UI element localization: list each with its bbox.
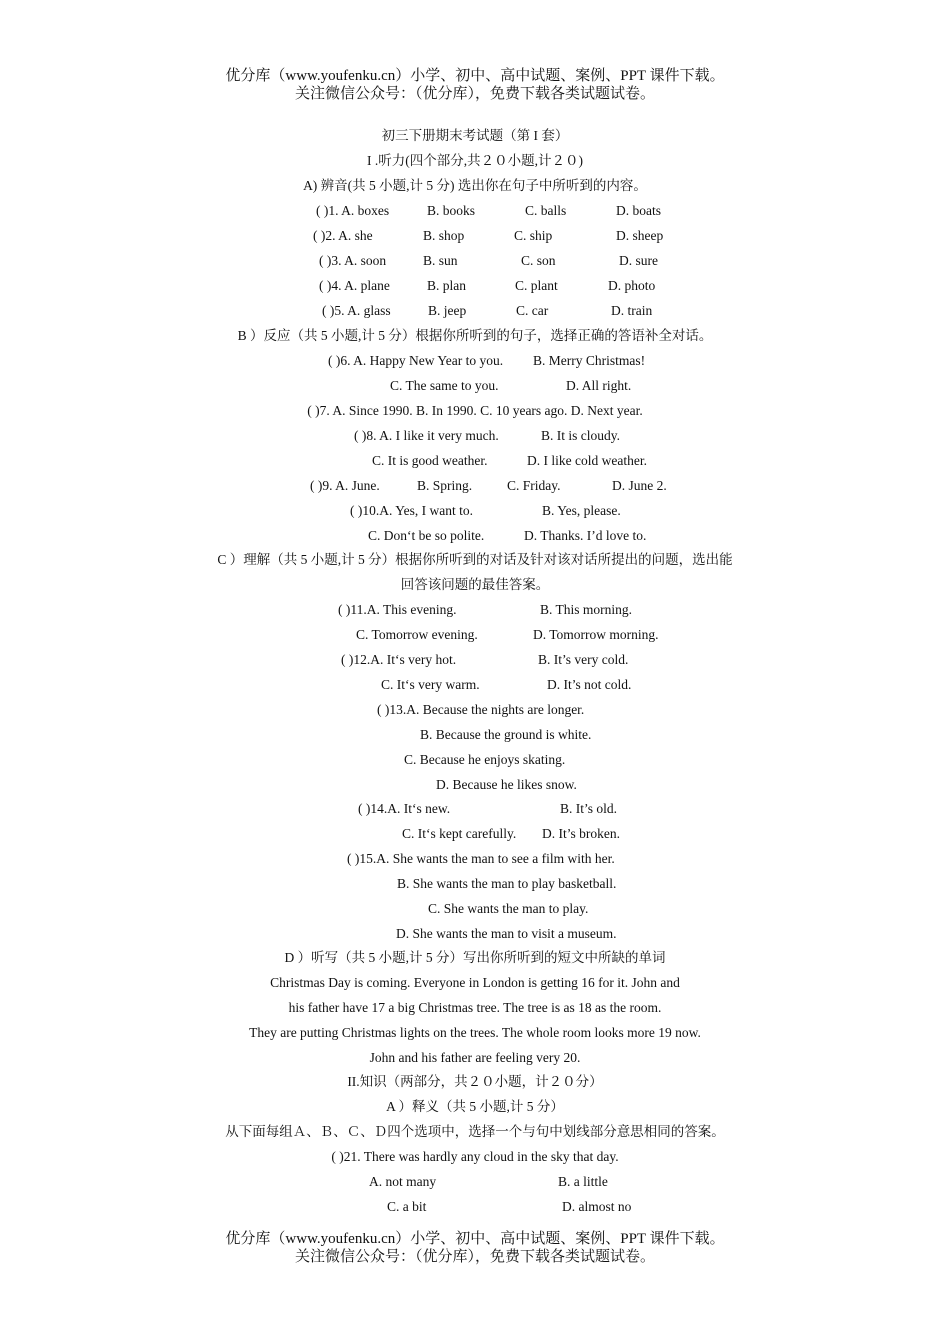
q12-option-d: D. It’s not cold. bbox=[547, 677, 632, 692]
dictation-line-3: They are putting Christmas lights on the trees. The whole room looks more 19 now. bbox=[249, 1025, 701, 1040]
q3-option-b: B. sun bbox=[423, 253, 458, 268]
sectionC-heading-1: C ）理解（共 5 小题,计 5 分）根据你所听到的对话及针对该对话所提出的问题，选出能 bbox=[217, 552, 733, 567]
dictation-line-4: John and his father are feeling very 20. bbox=[369, 1050, 581, 1065]
q21-option-c: C. a bit bbox=[387, 1199, 427, 1214]
q11-option-a: ( )11.A. This evening. bbox=[338, 602, 457, 617]
part1-heading: I .听力(四个部分,共２０小题,计２０) bbox=[367, 153, 583, 168]
q4-option-b: B. plan bbox=[427, 278, 466, 293]
part2-heading: II.知识（两部分，共２０小题，计２０分） bbox=[347, 1074, 603, 1089]
part2-sub-heading: A ）释义（共 5 小题,计 5 分） bbox=[386, 1099, 564, 1114]
q21-option-d: D. almost no bbox=[562, 1199, 632, 1214]
q3-option-c: C. son bbox=[521, 253, 556, 268]
q14-option-d: D. It’s broken. bbox=[542, 826, 620, 841]
sectionB-heading: B ）反应（共 5 小题,计 5 分）根据你所听到的句子，选择正确的答语补全对话。 bbox=[237, 328, 713, 343]
q15-option-c: C. She wants the man to play. bbox=[428, 901, 589, 916]
q4-option-d: D. photo bbox=[608, 278, 656, 293]
q12-option-a: ( )12.A. It‘s very hot. bbox=[341, 652, 457, 667]
q3-option-d: D. sure bbox=[619, 253, 658, 268]
q21-option-a: A. not many bbox=[369, 1174, 437, 1189]
q11-option-c: C. Tomorrow evening. bbox=[356, 627, 478, 642]
q5-option-d: D. train bbox=[611, 303, 653, 318]
q3-option-a: ( )3. A. soon bbox=[319, 253, 387, 268]
q11-option-d: D. Tomorrow morning. bbox=[533, 627, 659, 642]
q14-option-b: B. It’s old. bbox=[560, 801, 618, 816]
q12-option-b: B. It’s very cold. bbox=[538, 652, 629, 667]
exam-title: 初三下册期末考试题（第 I 套） bbox=[381, 128, 569, 143]
dictation-line-1: Christmas Day is coming. Everyone in London is getting 16 for it. John and bbox=[270, 975, 680, 990]
q10-option-a: ( )10.A. Yes, I want to. bbox=[350, 503, 473, 518]
q2-option-b: B. shop bbox=[423, 228, 465, 243]
q15-option-b: B. She wants the man to play basketball. bbox=[397, 876, 617, 891]
q12-option-c: C. It‘s very warm. bbox=[381, 677, 480, 692]
q13-option-a: ( )13.A. Because the nights are longer. bbox=[377, 702, 585, 717]
q15-option-d: D. She wants the man to visit a museum. bbox=[396, 926, 617, 941]
q5-option-c: C. car bbox=[516, 303, 549, 318]
q9-option-b: B. Spring. bbox=[417, 478, 473, 493]
q9-option-d: D. June 2. bbox=[612, 478, 667, 493]
question-21-stem: ( )21. There was hardly any cloud in the sky that day. bbox=[331, 1149, 619, 1164]
q1-option-a: ( )1. A. boxes bbox=[316, 203, 390, 218]
q4-option-c: C. plant bbox=[515, 278, 558, 293]
header-line-2: 关注微信公众号：（优分库），免费下载各类试题试卷。 bbox=[294, 86, 655, 102]
q1-option-b: B. books bbox=[427, 203, 476, 218]
q2-option-a: ( )2. A. she bbox=[313, 228, 373, 243]
q6-option-c: C. The same to you. bbox=[390, 378, 499, 393]
header-line-1: 优分库（www.youfenku.cn）小学、初中、高中试题、案例、PPT 课件下载。 bbox=[225, 68, 725, 84]
q10-option-d: D. Thanks. I’d love to. bbox=[524, 528, 647, 543]
footer-line-2: 关注微信公众号：（优分库），免费下载各类试题试卷。 bbox=[294, 1249, 655, 1265]
q1-option-d: D. boats bbox=[616, 203, 661, 218]
q10-option-b: B. Yes, please. bbox=[542, 503, 621, 518]
q8-option-c: C. It is good weather. bbox=[372, 453, 488, 468]
q8-option-d: D. I like cold weather. bbox=[527, 453, 647, 468]
q13-option-b: B. Because the ground is white. bbox=[420, 727, 592, 742]
q13-option-c: C. Because he enjoys skating. bbox=[404, 752, 566, 767]
page-header bbox=[0, 67, 950, 103]
q8-option-b: B. It is cloudy. bbox=[541, 428, 620, 443]
q14-option-a: ( )14.A. It‘s new. bbox=[358, 801, 451, 816]
sectionA-heading: A) 辨音(共 5 小题,计 5 分) 选出你在句子中所听到的内容。 bbox=[303, 178, 647, 193]
q1-option-c: C. balls bbox=[525, 203, 567, 218]
q13-option-d: D. Because he likes snow. bbox=[436, 777, 577, 792]
q6-option-b: B. Merry Christmas! bbox=[533, 353, 646, 368]
q9-option-c: C. Friday. bbox=[507, 478, 561, 493]
q21-option-b: B. a little bbox=[558, 1174, 608, 1189]
sectionD-heading: D ）听写（共 5 小题,计 5 分）写出你所听到的短文中所缺的单词 bbox=[284, 950, 666, 965]
dictation-line-2: his father have 17 a big Christmas tree. The tree is as 18 as the room. bbox=[288, 1000, 662, 1015]
q15-option-a: ( )15.A. She wants the man to see a film with her. bbox=[347, 851, 615, 866]
page-footer bbox=[0, 1230, 950, 1266]
question-7: ( )7. A. Since 1990. B. In 1990. C. 10 years ago. D. Next year. bbox=[307, 403, 643, 418]
q4-option-a: ( )4. A. plane bbox=[319, 278, 390, 293]
part2-instruction: 从下面每组Ａ、Ｂ、Ｃ、Ｄ四个选项中，选择一个与句中划线部分意思相同的答案。 bbox=[225, 1124, 725, 1139]
q5-option-b: B. jeep bbox=[428, 303, 467, 318]
q10-option-c: C. Don‘t be so polite. bbox=[368, 528, 485, 543]
q6-option-a: ( )6. A. Happy New Year to you. bbox=[328, 353, 504, 368]
q11-option-b: B. This morning. bbox=[540, 602, 633, 617]
q5-option-a: ( )5. A. glass bbox=[322, 303, 391, 318]
q9-option-a: ( )9. A. June. bbox=[310, 478, 380, 493]
footer-line-1: 优分库（www.youfenku.cn）小学、初中、高中试题、案例、PPT 课件下载。 bbox=[225, 1231, 725, 1247]
sectionC-heading-2: 回答该问题的最佳答案。 bbox=[400, 577, 550, 592]
q14-option-c: C. It‘s kept carefully. bbox=[402, 826, 517, 841]
q2-option-c: C. ship bbox=[514, 228, 553, 243]
q6-option-d: D. All right. bbox=[566, 378, 632, 393]
q8-option-a: ( )8. A. I like it very much. bbox=[354, 428, 499, 443]
q2-option-d: D. sheep bbox=[616, 228, 664, 243]
